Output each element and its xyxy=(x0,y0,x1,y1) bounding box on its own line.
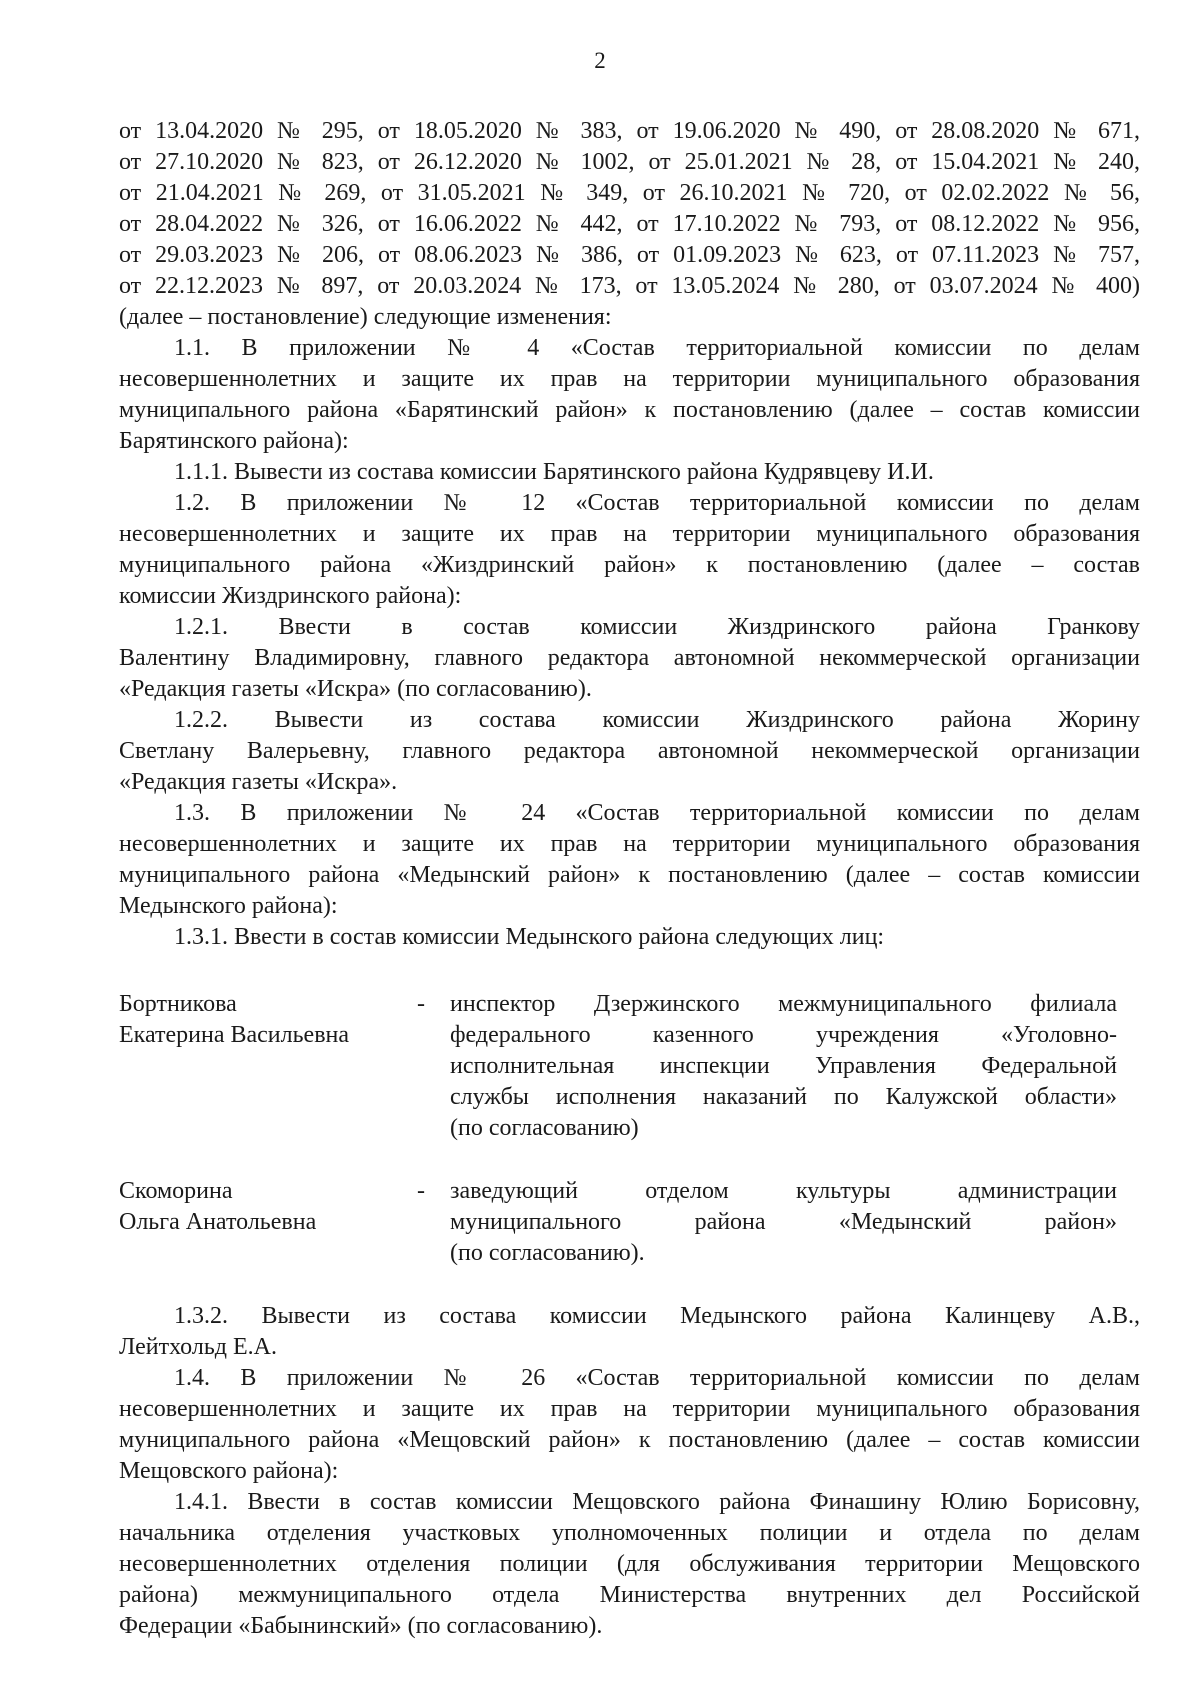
text-line: начальника отделения участковых уполномоченных полиции и отдела по делам xyxy=(119,1520,1140,1546)
text-line: Ольга Анатольевна xyxy=(119,1209,317,1235)
text-line: 1.2.2. Вывести из состава комиссии Жиздринского района Жорину xyxy=(174,707,1140,733)
text-line: Валентину Владимировну, главного редактора автономной некоммерческой организации xyxy=(119,645,1140,671)
text-line: муниципального района «Медынский район» xyxy=(450,1209,1117,1235)
text-line: от 22.12.2023 № 897, от 20.03.2024 № 173, от 13.05.2024 № 280, от 03.07.2024 № 400) xyxy=(119,273,1140,299)
paragraph-1-1-1 xyxy=(119,457,1140,488)
text-line: несовершеннолетних и защите их прав на территории муниципального образования xyxy=(119,366,1140,392)
text-line: 1.1.1. Вывести из состава комиссии Барятинского района Кудрявцеву И.И. xyxy=(174,459,934,485)
text-line: от 28.04.2022 № 326, от 16.06.2022 № 442, от 17.10.2022 № 793, от 08.12.2022 № 956, xyxy=(119,211,1140,237)
member-list xyxy=(119,989,1140,1269)
paragraph-1-3-2 xyxy=(119,1301,1140,1363)
member-entry xyxy=(119,989,1140,1144)
text-line: несовершеннолетних и защите их прав на территории муниципального образования xyxy=(119,831,1140,857)
text-line: Бортникова xyxy=(119,991,237,1017)
text-line: от 29.03.2023 № 206, от 08.06.2023 № 386, от 01.09.2023 № 623, от 07.11.2023 № 757, xyxy=(119,242,1140,268)
text-line: муниципального района «Мещовский район» к постановлению (далее – состав комиссии xyxy=(119,1427,1140,1453)
text-line: службы исполнения наказаний по Калужской области» xyxy=(450,1084,1117,1110)
text-line: (по согласованию) xyxy=(450,1115,639,1141)
text-line: заведующий отделом культуры администрации xyxy=(450,1178,1117,1204)
paragraph-1-2-1 xyxy=(119,612,1140,705)
text-line: Мещовского района): xyxy=(119,1458,339,1484)
text-line: Екатерина Васильевна xyxy=(119,1022,350,1048)
text-line: Федерации «Бабынинский» (по согласованию). xyxy=(119,1613,603,1639)
member-name xyxy=(119,1176,417,1269)
text-line: от 13.04.2020 № 295, от 18.05.2020 № 383, от 19.06.2020 № 490, от 28.08.2020 № 671, xyxy=(119,118,1140,144)
paragraph-1-1 xyxy=(119,333,1140,457)
text-line: района) межмуниципального отдела Министерства внутренних дел Российской xyxy=(119,1582,1140,1608)
text-line: (по согласованию). xyxy=(450,1240,645,1266)
text-line: от 27.10.2020 № 823, от 26.12.2020 № 1002, от 25.01.2021 № 28, от 15.04.2021 № 240, xyxy=(119,149,1140,175)
text-line: Медынского района): xyxy=(119,893,338,919)
text-line: исполнительная инспекции Управления Федеральной xyxy=(450,1053,1117,1079)
member-description xyxy=(450,1176,1117,1269)
text-line: «Редакция газеты «Искра» (по согласованию). xyxy=(119,676,592,702)
text-line: комиссии Жиздринского района): xyxy=(119,583,462,609)
text-line: от 21.04.2021 № 269, от 31.05.2021 № 349, от 26.10.2021 № 720, от 02.02.2022 № 56, xyxy=(119,180,1140,206)
text-line: 1.1. В приложении № 4 «Состав территориальной комиссии по делам xyxy=(174,335,1140,361)
text-line: 1.3.2. Вывести из состава комиссии Медынского района Калинцеву А.В., xyxy=(174,1303,1140,1329)
text-line: 1.3. В приложении № 24 «Состав территориальной комиссии по делам xyxy=(174,800,1140,826)
text-line: 1.2.1. Ввести в состав комиссии Жиздринского района Гранкову xyxy=(174,614,1140,640)
member-name xyxy=(119,989,417,1144)
member-description xyxy=(450,989,1117,1144)
text-line: 1.4.1. Ввести в состав комиссии Мещовского района Финашину Юлию Борисовну, xyxy=(174,1489,1140,1515)
text-line: Скоморина xyxy=(119,1178,233,1204)
text-line: 1.2. В приложении № 12 «Состав территориальной комиссии по делам xyxy=(174,490,1140,516)
text-line: несовершеннолетних отделения полиции (для обслуживания территории Мещовского xyxy=(119,1551,1140,1577)
text-line: муниципального района «Медынский район» к постановлению (далее – состав комиссии xyxy=(119,862,1140,888)
text-line: «Редакция газеты «Искра». xyxy=(119,769,398,795)
paragraph-1-2 xyxy=(119,488,1140,612)
text-line: инспектор Дзержинского межмуниципального филиала xyxy=(450,991,1117,1017)
paragraph-1-4-1 xyxy=(119,1487,1140,1642)
paragraph-1-3 xyxy=(119,798,1140,922)
text-line: несовершеннолетних и защите их прав на территории муниципального образования xyxy=(119,1396,1140,1422)
paragraph-1-3-1 xyxy=(119,922,1140,953)
text-line: 1.4. В приложении № 26 «Состав территориальной комиссии по делам xyxy=(174,1365,1140,1391)
text-line: муниципального района «Жиздринский район» к постановлению (далее – состав xyxy=(119,552,1140,578)
text-line: 1.3.1. Ввести в состав комиссии Медынского района следующих лиц: xyxy=(174,924,885,950)
member-dash: - xyxy=(417,1178,425,1204)
document-body xyxy=(119,116,1140,1642)
paragraph-1-2-2 xyxy=(119,705,1140,798)
paragraph-1-4 xyxy=(119,1363,1140,1487)
member-entry xyxy=(119,1176,1140,1269)
text-line: (далее – постановление) следующие изменения: xyxy=(119,304,612,330)
text-line: муниципального района «Барятинский район» к постановлению (далее – состав комиссии xyxy=(119,397,1140,423)
text-line: Светлану Валерьевну, главного редактора автономной некоммерческой организации xyxy=(119,738,1140,764)
intro-paragraph xyxy=(119,116,1140,333)
page-number: 2 xyxy=(594,48,606,73)
text-line: Барятинского района): xyxy=(119,428,349,454)
text-line: несовершеннолетних и защите их прав на территории муниципального образования xyxy=(119,521,1140,547)
member-dash: - xyxy=(417,991,425,1017)
text-line: федерального казенного учреждения «Уголовно- xyxy=(450,1022,1117,1048)
text-line: Лейтхольд Е.А. xyxy=(119,1334,277,1360)
